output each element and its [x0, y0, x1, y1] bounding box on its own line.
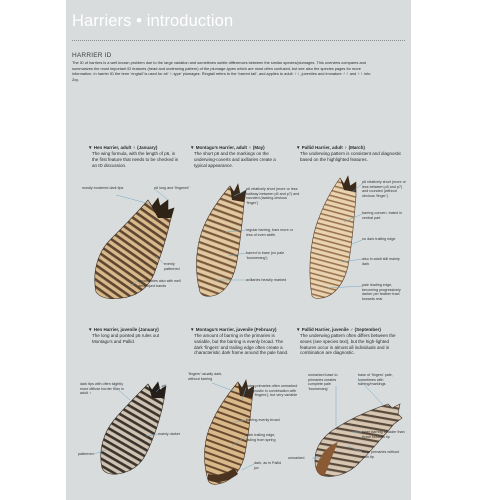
- panel-body-pallid-juvenile: The underwing pattern often differs between the sexes (see species text), but the high-lighted features occur in almost all individuals and in combination are diagnostic.: [300, 333, 396, 356]
- label-pallid-adult-barring: barring concen- trated in central part: [362, 211, 402, 220]
- label-hen-juvenile-p6: p6: [162, 384, 167, 388]
- panel-body-hen-adult: The wing formula, with the length of p6, is the first feature that needs to be checked in an ID discussion.: [92, 151, 179, 168]
- label-hen-juvenile-dark-tips: dark tips with often slightly more diffuse border than in adult ♀: [80, 382, 125, 395]
- panel-body-montagu-adult: The short p6 and the markings on the underwing-coverts and axillaries create a typical appearance.: [194, 151, 276, 168]
- label-montagu-adult-regular-barring: regular barring, bars more or less of even width: [246, 228, 293, 237]
- label-pallid-juvenile-inner-primaries: inner primaries without dark tip: [362, 450, 400, 459]
- label-montagu-juvenile-dark: dark, as in Pallid juv: [254, 461, 282, 470]
- label-pallid-adult-trailing: no dark trailing edge: [362, 237, 396, 241]
- wing-image-pallid-juvenile: [310, 398, 406, 480]
- panel-heading-montagu-adult: ▼ Montagu’s Harrier, adult ♀ (May): [190, 145, 265, 150]
- label-pallid-adult-mainly-dark: also in adult still mainly dark: [362, 257, 400, 266]
- label-montagu-juvenile-trailing: dark trailing edge, fading from spring: [246, 433, 276, 442]
- label-hen-adult-evenly: evenly patterned: [164, 262, 180, 271]
- intro-paragraph: The ID of harriers is a well known problem due to the large variation and sometimes subtle differences between the similar species/plumages. This overview compares and summarizes the most important ID features (head and underwing pattern) of the plumage-types which are most often confused, but see also the species pages for more information. In harrier ID the term ‘ringtail’ is used for all ‘♀-type’ plumages. Ringtail refers to the ‘barred tail’, and applies to adult ♀♀, juveniles and immature ♂♂ and ♀♀ into 2cy.: [72, 60, 371, 82]
- wing-image-pallid-adult: [304, 172, 362, 302]
- label-hen-adult-dark-tips: mostly bordered dark tips: [82, 186, 124, 190]
- label-pallid-juvenile-inner-barring: inner barring broader than those towards tip: [362, 430, 405, 439]
- label-hen-juvenile-mainly-darker: mainly darker: [158, 432, 181, 436]
- label-montagu-adult-p6: p6 relatively short (more or less halfway between p5 and p7) and rounded (lacking obvious ‘finger’): [246, 187, 300, 205]
- label-montagu-juvenile-outer-primaries: outer primaries often unmarked (diagnostic in combination with dark ‘fingers’), but very variable: [246, 384, 298, 397]
- title-rule: [72, 40, 405, 41]
- label-hen-adult-secondaries: secondaries also with well developed bands: [138, 279, 181, 288]
- label-montagu-adult-barred-base: barred to base (no pale ‘boomerang’): [246, 251, 285, 260]
- label-hen-adult-p6: p6 long and ‘fingered’: [154, 186, 190, 190]
- label-montagu-juvenile-fingers: ‘fingers’ usually dark, without barring: [188, 372, 223, 381]
- panel-body-hen-juvenile: The long and pointed p6 rules out Montagu’s and Pallid.: [92, 333, 160, 344]
- label-pallid-juvenile-boomerang: unmarked base to primaries creates complete pale ‘boomerang’: [308, 373, 338, 391]
- label-pallid-adult-leading-edge: pale leading edge, becoming progressively darker per feather tract towards rear: [362, 283, 401, 301]
- panel-body-pallid-adult: The underwing pattern is consistent and diagnostic based on the highlighted features.: [300, 151, 402, 162]
- label-montagu-adult-axillaries: axillaries heavily marked: [246, 278, 287, 282]
- label-pallid-adult-p6: p6 relatively short (more or less between p5 and p7) and rounded (without obvious ‘finger’): [362, 180, 406, 198]
- page-title: Harriers • introduction: [72, 12, 234, 30]
- panel-heading-montagu-juvenile: ▼ Montagu’s Harrier, juvenile (February): [190, 327, 277, 332]
- panel-heading-pallid-juvenile: ▼ Pallid Harrier, juvenile ♂ (September): [296, 327, 381, 332]
- panel-heading-hen-juvenile: ▼ Hen Harrier, juvenile (January): [88, 327, 159, 332]
- panel-body-montagu-juvenile: The amount of barring in the primaries is variable, but the barring is evenly broad. The dark ‘fingers’ and trailing edge often create a characteristic dark frame around the pale hand.: [194, 333, 289, 356]
- label-pallid-juvenile-unmarked: unmarked: [288, 456, 305, 460]
- label-pallid-juvenile-fingers: base of ‘fingers’ pale, sometimes with barring/markings: [358, 373, 393, 386]
- label-hen-juvenile-patterned: patterned: [78, 452, 94, 456]
- section-title: HARRIER ID: [72, 52, 112, 59]
- panel-heading-hen-adult: ▼ Hen Harrier, adult ♀ (January): [88, 145, 158, 150]
- panel-heading-pallid-adult: ▼ Pallid Harrier, adult ♀ (March): [296, 145, 365, 150]
- wing-image-montagu-adult: [190, 180, 250, 300]
- book-page: [66, 0, 411, 500]
- label-montagu-juvenile-barring: barring evenly broad: [246, 418, 280, 422]
